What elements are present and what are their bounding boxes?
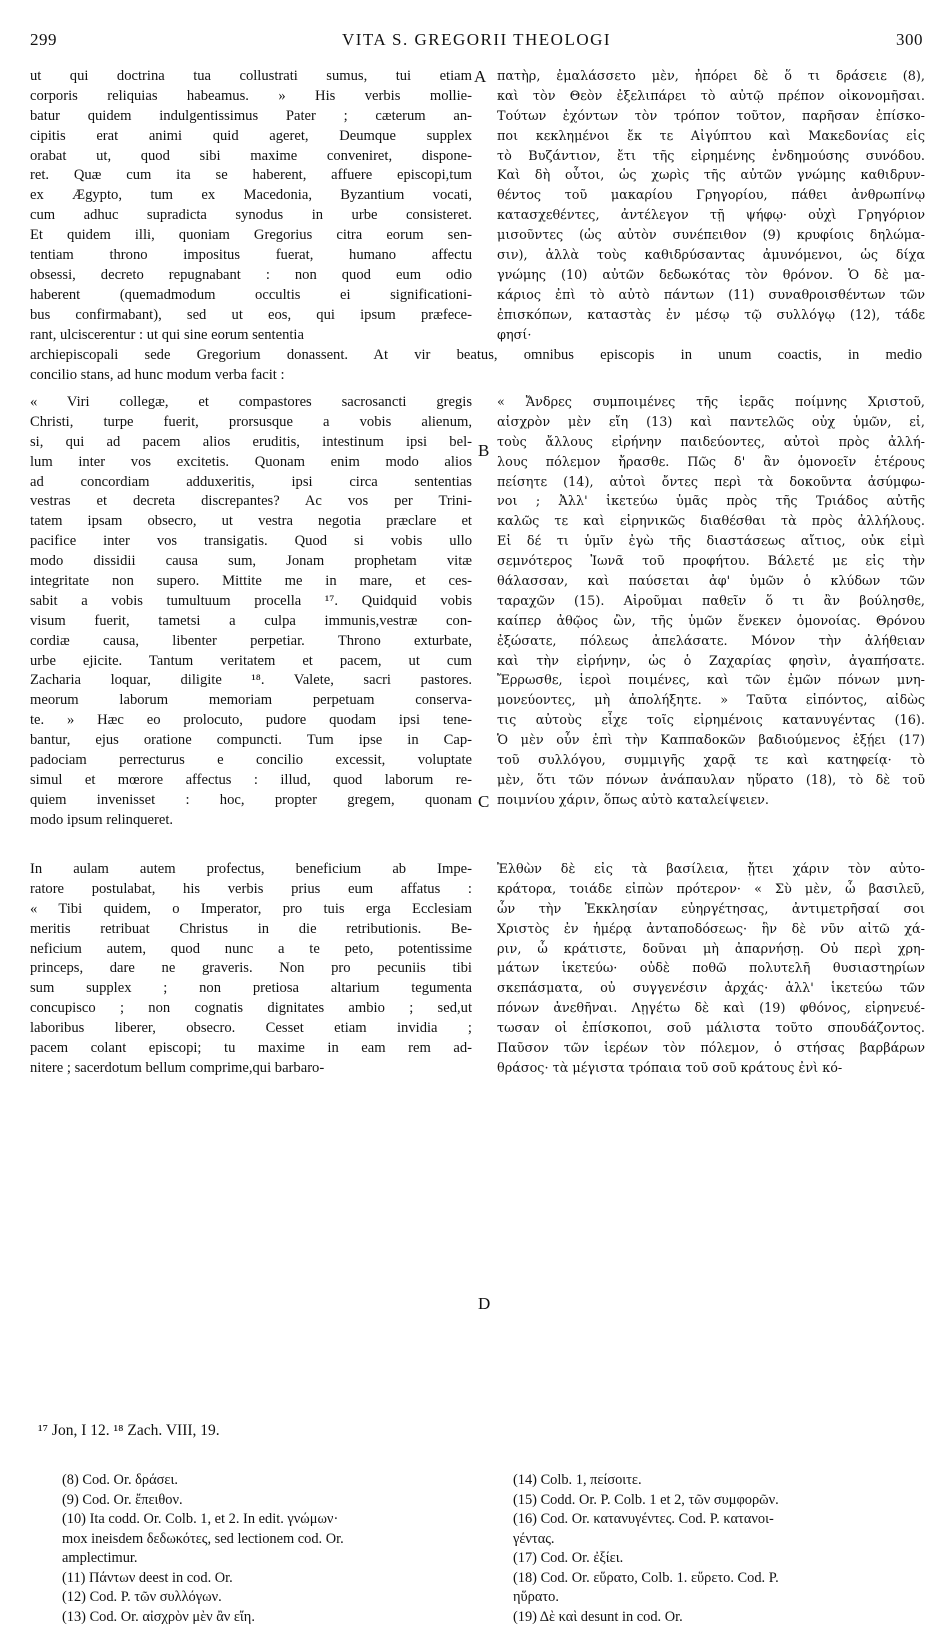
greek-bottom-line: σκεπάσματα, οὐ συγγενέσιν ἀρχάς· ἀλλ' ἱκετεύω τῶν bbox=[497, 979, 925, 999]
latin-top-line: ex Ægypto, tum ex Macedonia, Byzantium vocati, bbox=[30, 186, 472, 206]
latin-column-top bbox=[30, 67, 472, 345]
greek-bottom-line: Παῦσον τῶν ἱερέων τὸν πόλεμον, ὁ στήσας βαρβάρων bbox=[497, 1039, 925, 1059]
full-width-line: archiepiscopali sede Gregorium donassent. At vir beatus, omnibus episcopis in unum coactis, in medio bbox=[30, 346, 922, 366]
greek-top-line: φησί· bbox=[497, 326, 925, 346]
greek-column-speech bbox=[497, 393, 925, 811]
margin-letter-b: B bbox=[478, 441, 489, 461]
running-header bbox=[30, 30, 923, 54]
footnotes-left-line: amplectimur. bbox=[62, 1549, 467, 1569]
latin-top-line: Et quidem illi, quoniam Gregorius citra eorum sen- bbox=[30, 226, 472, 246]
greek-mid-line: αἰσχρὸν μὲν εἴη (13) καὶ παντελῶς οὐχ ὑμῶν, εἰ, bbox=[497, 413, 925, 433]
greek-bottom-line: κράτορα, τοιάδε εἰπὼν πρότερον· « Σὺ μὲν, ὦ βασιλεῦ, bbox=[497, 880, 925, 900]
latin-bottom-line: In aulam autem profectus, beneficium ab Impe- bbox=[30, 860, 472, 880]
latin-column-emperor bbox=[30, 860, 472, 1079]
footnotes-right-line: (16) Cod. Or. κατανυγέντες. Cod. P. κατανοι- bbox=[513, 1510, 933, 1530]
greek-mid-line: σεμνότερος Ἰωνᾶ τοῦ προφήτου. Βάλετέ με εἰς τὴν bbox=[497, 552, 925, 572]
latin-mid-line: ad concordiam adduxeritis, ipsi circa sententias bbox=[30, 473, 472, 493]
page-number-right: 300 bbox=[896, 30, 923, 50]
greek-top-line: ποι κεκλημένοι ἔκ τε Αἰγύπτου καὶ Μακεδονίας εἰς bbox=[497, 127, 925, 147]
latin-top-line: haberent (quemadmodum occultis ei significationi- bbox=[30, 286, 472, 306]
latin-mid-line: si, qui ad pacem alios eruditis, intestinum ipsi bel- bbox=[30, 433, 472, 453]
latin-bottom-line: pacem colant episcopi; tu maxime in eam rem ad- bbox=[30, 1039, 472, 1059]
latin-bottom-line: « Tibi quidem, o Imperator, pro tuis erga Ecclesiam bbox=[30, 900, 472, 920]
latin-mid-line: integritate non supero. Mittite me in mare, et ces- bbox=[30, 572, 472, 592]
full-width-line: concilio stans, ad hunc modum verba facit : bbox=[30, 366, 922, 386]
latin-mid-line: simul et mœrore affectus : illud, quod laborum re- bbox=[30, 771, 472, 791]
latin-bottom-line: meritis retribuat Christus in die retributionis. Be- bbox=[30, 920, 472, 940]
greek-bottom-line: τωσαν οἱ ἐπίσκοποι, σοῦ μάλιστα τοῦτο σπουδάζοντος. bbox=[497, 1019, 925, 1039]
footnotes-right-line: (15) Codd. Or. P. Colb. 1 et 2, τῶν συμφορῶν. bbox=[513, 1491, 933, 1511]
latin-mid-line: sabit a vobis tumultuum procella ¹⁷. Quidquid vobis bbox=[30, 592, 472, 612]
footnotes-left-line: (13) Cod. Or. αἰσχρὸν μὲν ἂν εἴη. bbox=[62, 1608, 467, 1627]
greek-mid-line: « Ἄνδρες συμποιμένες τῆς ἱερᾶς ποίμνης Χριστοῦ, bbox=[497, 393, 925, 413]
greek-bottom-line: ριν, ὦ κράτιστε, δοῦναι μὴ ἀπαρνήσῃ. Οὐ περὶ χρη- bbox=[497, 940, 925, 960]
latin-column-speech bbox=[30, 393, 472, 831]
greek-column-top bbox=[497, 67, 925, 345]
greek-bottom-line: Χριστὸς ἐν ἡμέρᾳ ἀνταποδόσεως· ἣν δὲ νῦν αἰτῶ χά- bbox=[497, 920, 925, 940]
latin-bottom-line: sum supplex ; non pretiosa altarium tegumenta bbox=[30, 979, 472, 999]
greek-mid-line: μὲν, ὅτι τῶν πόνων ἀνάπαυλαν ηὕρατο (18), τὸ δὲ τοῦ bbox=[497, 771, 925, 791]
greek-top-line: τὸ Βυζάντιον, ἔτι τῆς εἰρημένης ἐνδημούσης συνόδου. bbox=[497, 147, 925, 167]
greek-mid-line: τις αὐτοὺς εἶχε τοῖς εἰρημένοις κατανυγέντας (16). bbox=[497, 711, 925, 731]
greek-mid-line: Εἰ δέ τι ὑμῖν ἐγὼ τῆς διαστάσεως αἴτιος, οὐκ εἰμὶ bbox=[497, 532, 925, 552]
latin-mid-line: Christi, turpe fuerit, prorsusque a vobis alienum, bbox=[30, 413, 472, 433]
greek-mid-line: καὶ τὴν εἰρήνην, ὡς ὁ Ζαχαρίας φησὶν, ἀγαπήσατε. bbox=[497, 652, 925, 672]
greek-top-line: σιν), ἀλλὰ τοὺς καθιδρύσαντας ἀμυνόμενοι, ὡς δίχα bbox=[497, 246, 925, 266]
latin-top-line: ret. Quæ cum ita se haberent, affuere episcopi,tum bbox=[30, 166, 472, 186]
footnotes-left-line: mox ineisdem δεδωκότες, sed lectionem cod. Or. bbox=[62, 1530, 467, 1550]
latin-top-line: obsessi, decreto repugnabant : non quod eum odio bbox=[30, 266, 472, 286]
latin-top-line: corporis reliquias habeamus. » His verbis mollie- bbox=[30, 87, 472, 107]
footnotes-left-line: (9) Cod. Or. ἔπειθον. bbox=[62, 1491, 467, 1511]
footnotes-left-line: (10) Ita codd. Or. Colb. 1, et 2. In edit. γνώμων· bbox=[62, 1510, 467, 1530]
latin-mid-line: « Viri collegæ, et compastores sacrosancti gregis bbox=[30, 393, 472, 413]
greek-bottom-line: πόνων ἀνεθῆναι. Λῃγέτω δὲ καὶ (19) φθόνος, εἰρηνευέ- bbox=[497, 999, 925, 1019]
greek-bottom-line: θράσος· τὰ μέγιστα τρόπαια τοῦ σοῦ κράτους ἐνὶ κό- bbox=[497, 1059, 925, 1079]
latin-top-line: ut qui doctrina tua collustrati sumus, tui etiam bbox=[30, 67, 472, 87]
greek-mid-line: καίπερ ἀθῷος ὢν, τῆς ὑμῶν ἕνεκεν ὁμονοίας. Θρόνου bbox=[497, 612, 925, 632]
footnotes-left-line: (12) Cod. P. τῶν συλλόγων. bbox=[62, 1588, 467, 1608]
greek-top-line: Καὶ δὴ οὗτοι, ὡς χωρὶς τῆς αὐτῶν γνώμης καθιδρυν- bbox=[497, 166, 925, 186]
greek-mid-line: λους πόλεμον ἤρασθε. Πῶς δ' ἂν ὁμονοεῖν ἑτέρους bbox=[497, 453, 925, 473]
latin-mid-line: lum inter vos excitetis. Quonam enim modo alios bbox=[30, 453, 472, 473]
latin-bottom-line: princeps, dare ne graveris. Non pro pecuniis tibi bbox=[30, 959, 472, 979]
greek-bottom-line: ὧν τὴν Ἐκκλησίαν εὐηργέτησας, ἀντιμετρῆσαί σοι bbox=[497, 900, 925, 920]
footnotes-right-line: γέντας. bbox=[513, 1530, 933, 1550]
footnotes-left-line: (8) Cod. Or. δράσει. bbox=[62, 1471, 467, 1491]
greek-mid-line: Ὁ μὲν οὖν ἐπὶ τὴν Καππαδοκῶν βαδιούμενος ἐξῄει (17) bbox=[497, 731, 925, 751]
greek-top-line: μισοῦντες (ὡς αὐτὸν συνέπειθον (9) κρυφίοις δηλώμα- bbox=[497, 226, 925, 246]
latin-top-line: cum adhuc supradicta synodus in urbe consisteret. bbox=[30, 206, 472, 226]
footnotes-left-line: (11) Πάντων deest in cod. Or. bbox=[62, 1569, 467, 1589]
footnotes-right-line: (18) Cod. Or. εὕρατο, Colb. 1. εὕρετο. Cod. P. bbox=[513, 1569, 933, 1589]
footnotes-right-line: (14) Colb. 1, πείσοιτε. bbox=[513, 1471, 933, 1491]
latin-mid-line: quiem invenisset : hoc, propter gregem, quonam bbox=[30, 791, 472, 811]
latin-mid-line: te. » Hæc eo prolocuto, pudore quodam ipsi tene- bbox=[30, 711, 472, 731]
footnotes-left bbox=[62, 1471, 467, 1627]
latin-bottom-line: nitere ; sacerdotum bellum comprime,qui barbaro- bbox=[30, 1059, 472, 1079]
margin-letter-a: A bbox=[474, 67, 486, 87]
greek-mid-line: τοὺς ἄλλους εἰρήνην παιδεύοντες, αὐτοὶ πρὸς ἀλλή- bbox=[497, 433, 925, 453]
latin-top-line: cipitis erat animi quid ageret, Deumque supplex bbox=[30, 127, 472, 147]
latin-mid-line: tatem ipsam obsecro, ut vestra negotia præclare et bbox=[30, 512, 472, 532]
greek-mid-line: τοῦ συλλόγου, συμμιγῆς χαρᾷ τε καὶ κατηφείᾳ· τὸ bbox=[497, 751, 925, 771]
greek-top-line: κάριος ἐπὶ τὸ αὐτὸ πάντων (11) συναθροισθέντων τῶν bbox=[497, 286, 925, 306]
greek-mid-line: μονεύοντες, μὴ ἀπολήξητε. » Ταῦτα εἰπόντος, αἰδὼς bbox=[497, 691, 925, 711]
footnotes-right-line: ηὕρατο. bbox=[513, 1588, 933, 1608]
latin-top-line: batur quidem indulgentissimus Pater ; cæterum an- bbox=[30, 107, 472, 127]
latin-mid-line: pacifice inter vos transigatis. Quod si vobis ullo bbox=[30, 532, 472, 552]
greek-mid-line: ταραχῶν (15). Αἱροῦμαι παθεῖν ὅ τι ἂν βούλησθε, bbox=[497, 592, 925, 612]
page-number-left: 299 bbox=[30, 30, 57, 50]
greek-mid-line: ἐξώσατε, πόλεως ἀπελάσατε. Μόνον τὴν ἀλήθειαν bbox=[497, 632, 925, 652]
scripture-references: ¹⁷ Jon, I 12. ¹⁸ Zach. VIII, 19. bbox=[38, 1422, 220, 1440]
greek-top-line: πατὴρ, ἐμαλάσσετο μὲν, ἠπόρει δὲ ὅ τι δράσειε (8), bbox=[497, 67, 925, 87]
greek-top-line: κατασχεθέντες, ἀντέλεγον τῇ ψήφῳ· οὐχὶ Γρηγόριον bbox=[497, 206, 925, 226]
greek-mid-line: ποιμνίου χάριν, ὅπως αὐτὸ καταλείψειεν. bbox=[497, 791, 925, 811]
latin-top-line: orabat ut, quod sibi maxime conveniret, dispone- bbox=[30, 147, 472, 167]
latin-mid-line: meorum laborum memoriam perpetuam conserva- bbox=[30, 691, 472, 711]
latin-top-line: rant, ulciscerentur : ut qui sine eorum sententia bbox=[30, 326, 472, 346]
latin-bottom-line: laboribus liberer, obsecro. Cesset etiam invidia ; bbox=[30, 1019, 472, 1039]
greek-top-line: ἐπισκόπων, καταστὰς ἐν μέσῳ τῷ συλλόγῳ (12), τάδε bbox=[497, 306, 925, 326]
latin-mid-line: Zacharia loquar, diligite ¹⁸. Valete, sacri pastores. bbox=[30, 671, 472, 691]
latin-mid-line: modo dissidii causa sum, Jonam prophetam vitæ bbox=[30, 552, 472, 572]
greek-top-line: γνώμης (10) αὐτῶν δεδωκότας τὸν θρόνον. Ὁ δὲ μα- bbox=[497, 266, 925, 286]
greek-mid-line: καλῶς τε καὶ εἰρηνικῶς διαθέσθαι τὰ πρὸς ἀλλήλους. bbox=[497, 512, 925, 532]
latin-bottom-line: ratore postulabat, his verbis prius eum affatus : bbox=[30, 880, 472, 900]
greek-mid-line: θάλασσαν, καὶ παύσεται ἀφ' ὑμῶν ὁ κλύδων τῶν bbox=[497, 572, 925, 592]
latin-bottom-line: neficium autem, quod nunc a te peto, potentissime bbox=[30, 940, 472, 960]
greek-top-line: καὶ τὸν Θεὸν ἐξελιπάρει τὸ αὐτῷ πρέπον οἰκονομῆσαι. bbox=[497, 87, 925, 107]
greek-mid-line: πείσητε (14), αὐτοὶ ὄντες περὶ τὰ δοκοῦντα ἀσύμφω- bbox=[497, 473, 925, 493]
greek-top-line: Τούτων ἐχόντων τὸν τρόπον τοῦτον, παρῆσαν ἐπίσκο- bbox=[497, 107, 925, 127]
latin-mid-line: bantur, ejus oratione compuncti. Tum ipse in Cap- bbox=[30, 731, 472, 751]
margin-letter-c: C bbox=[478, 792, 489, 812]
greek-column-emperor bbox=[497, 860, 925, 1079]
latin-bottom-line: concupisco ; non cognatis dignitates ambio ; sed,ut bbox=[30, 999, 472, 1019]
greek-mid-line: νοι ; Ἀλλ' ἱκετεύω ὑμᾶς πρὸς τῆς Τριάδος αὐτῆς bbox=[497, 492, 925, 512]
latin-top-line: bus confirmabant), sed ut eos, qui ipsum præfece- bbox=[30, 306, 472, 326]
full-width-text bbox=[30, 346, 922, 386]
latin-mid-line: urbe ejicite. Tantum veritatem et pacem, ut cum bbox=[30, 652, 472, 672]
latin-mid-line: visum fuerit, tametsi a culpa immunis,vestræ con- bbox=[30, 612, 472, 632]
greek-top-line: θέντος τοῦ μακαρίου Γρηγορίου, πάθει ἀνθρωπίνῳ bbox=[497, 186, 925, 206]
footnotes-right-line: (19) Δὲ καὶ desunt in cod. Or. bbox=[513, 1608, 933, 1627]
greek-bottom-line: μάτων ἱκετεύω· οὐδὲ ποθῶ πολυτελῆ θυσιαστηρίων bbox=[497, 959, 925, 979]
latin-mid-line: vestras et decreta discrepantes? Ac vos per Trini- bbox=[30, 492, 472, 512]
footnotes-right-line: (17) Cod. Or. ἐξίει. bbox=[513, 1549, 933, 1569]
running-title: VITA S. GREGORII THEOLOGI bbox=[30, 30, 923, 50]
latin-mid-line: padociam perrecturus e concilio excessit, voluptate bbox=[30, 751, 472, 771]
greek-bottom-line: Ἐλθὼν δὲ εἰς τὰ βασίλεια, ᾔτει χάριν τὸν αὐτο- bbox=[497, 860, 925, 880]
greek-mid-line: Ἔρρωσθε, ἱεροὶ ποιμένες, καὶ τῶν ἐμῶν πόνων μνη- bbox=[497, 671, 925, 691]
footnotes-right bbox=[513, 1471, 933, 1627]
latin-mid-line: modo ipsum relinqueret. bbox=[30, 811, 472, 831]
latin-top-line: tentiam throno impositus fuerat, humano affectu bbox=[30, 246, 472, 266]
latin-mid-line: cordiæ causa, libenter perpetiar. Throno exturbate, bbox=[30, 632, 472, 652]
margin-letter-d: D bbox=[478, 1294, 490, 1314]
